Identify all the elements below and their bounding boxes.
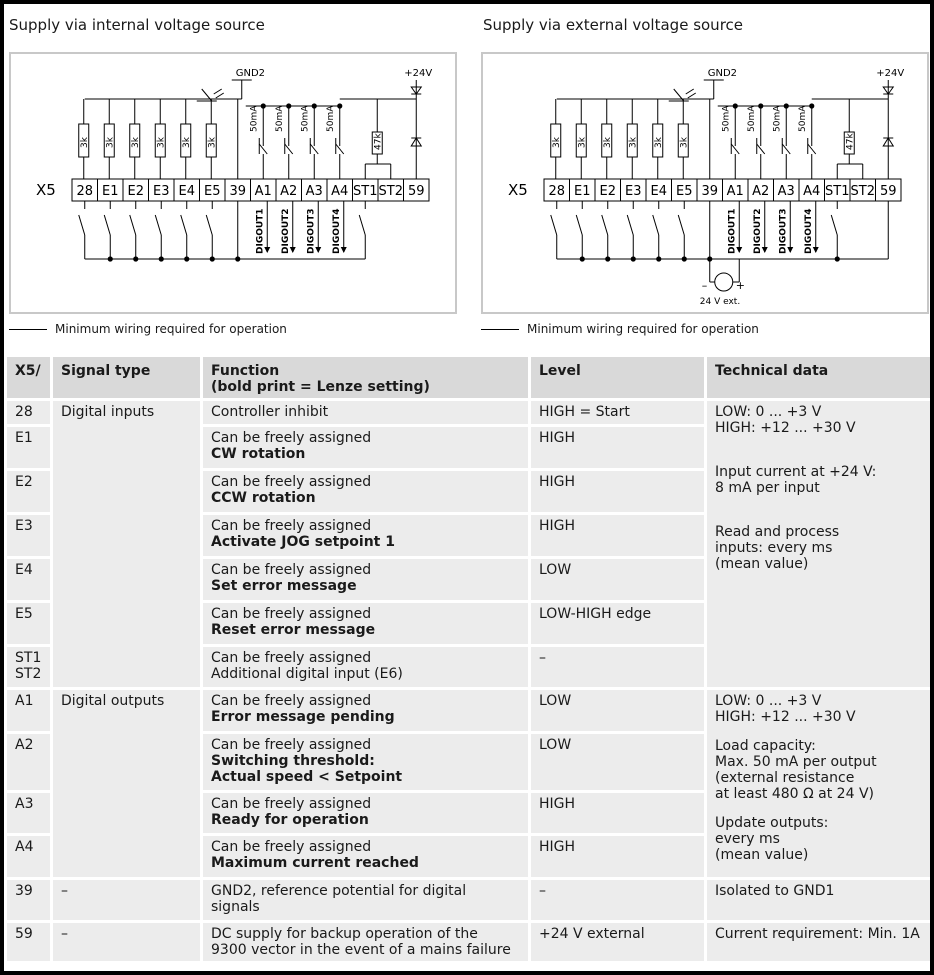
function-text: Can be freely assigned — [211, 650, 372, 666]
cell-function — [202, 689, 530, 733]
tech-line: (mean value) — [715, 556, 809, 572]
cell-function: Controller inhibit — [202, 400, 530, 426]
tech-line: (mean value) — [715, 847, 809, 863]
gnd-label: GND2 — [707, 68, 738, 79]
terminal-label: E2 — [127, 184, 144, 199]
terminal-label: E5 — [204, 184, 221, 199]
terminal-label: 39 — [229, 184, 247, 199]
cell-level: HIGH — [530, 514, 706, 558]
resistor-label: 3k — [156, 137, 167, 148]
cell-x5: E1 — [6, 426, 52, 470]
terminal-label: E2 — [599, 184, 616, 199]
terminal-label: 39 — [701, 184, 719, 199]
opto-icon — [216, 93, 224, 98]
cell-function — [202, 733, 530, 792]
function-text: Can be freely assigned — [211, 430, 372, 446]
tech-line: LOW: 0 ... +3 V — [715, 693, 822, 709]
connector-label: X5 — [508, 181, 528, 199]
current-label: 50mA — [772, 105, 783, 132]
resistor-label: 3k — [679, 137, 690, 148]
right-legend-text: Minimum wiring required for operation — [527, 322, 759, 336]
plus-label: + — [735, 279, 745, 292]
cell-level: HIGH — [530, 426, 706, 470]
opto-icon — [686, 89, 694, 94]
digout-label: DIGOUT3 — [306, 208, 317, 254]
col-header-x5: X5/ — [6, 356, 52, 400]
function-text: DC supply for backup operation of the — [211, 926, 478, 942]
function-text: Can be freely assigned — [211, 562, 372, 578]
cell-function — [202, 602, 530, 646]
cell-signal-inputs: Digital inputs — [52, 400, 202, 689]
cell-function — [202, 646, 530, 689]
function-default: Switching threshold: — [211, 753, 375, 769]
table-row — [6, 400, 931, 426]
tech-line: every ms — [715, 831, 780, 847]
col-header-function-line1: Function — [211, 363, 280, 379]
function-text: signals — [211, 899, 260, 915]
function-text: Can be freely assigned — [211, 693, 372, 709]
ext-source-icon — [715, 273, 733, 291]
internal-wiring-svg — [11, 54, 455, 312]
cell-outputs-tech — [706, 689, 931, 879]
current-label: 50mA — [249, 105, 260, 132]
terminal-label: 28 — [548, 184, 566, 199]
current-label: 50mA — [721, 105, 732, 132]
function-text: Can be freely assigned — [211, 796, 372, 812]
resistor-label: 3k — [130, 137, 141, 148]
cell-level: – — [530, 646, 706, 689]
tech-line: HIGH: +12 ... +30 V — [715, 709, 856, 725]
digout-label: DIGOUT2 — [280, 208, 291, 254]
cell-x5: 59 — [6, 922, 52, 963]
switch-icon — [551, 215, 557, 235]
tech-line: Update outputs: — [715, 815, 829, 831]
cell-tech: Isolated to GND1 — [706, 879, 931, 922]
cell-x5: E3 — [6, 514, 52, 558]
terminal-label: E1 — [102, 184, 119, 199]
terminal-label: A3 — [777, 184, 795, 199]
function-text: Can be freely assigned — [211, 474, 372, 490]
cell-function — [202, 879, 530, 922]
current-label: 50mA — [325, 105, 336, 132]
cell-level: LOW — [530, 733, 706, 792]
resistor-label: 3k — [602, 137, 613, 148]
left-legend-text: Minimum wiring required for operation — [55, 322, 287, 336]
cell-x5: E4 — [6, 558, 52, 602]
cell-function — [202, 792, 530, 835]
connector-label: X5 — [36, 181, 56, 199]
right-section-title: Supply via external voltage source — [483, 16, 744, 34]
tech-line: at least 480 Ω at 24 V) — [715, 786, 874, 802]
terminal-label: A1 — [726, 184, 744, 199]
internal-supply-diagram — [9, 52, 457, 314]
cell-x5 — [6, 646, 52, 689]
function-text: Can be freely assigned — [211, 737, 372, 753]
cell-function — [202, 514, 530, 558]
tech-line: Max. 50 mA per output — [715, 754, 877, 770]
switch-icon — [653, 215, 659, 235]
switch-icon — [206, 215, 212, 235]
digout-label: DIGOUT1 — [727, 208, 738, 254]
junction-dot — [235, 256, 240, 261]
terminal-label: 59 — [407, 184, 425, 199]
terminal-label: 59 — [879, 184, 897, 199]
table-row — [6, 689, 931, 733]
right-legend — [481, 322, 759, 336]
function-default: CW rotation — [211, 446, 306, 462]
opto-icon — [214, 89, 222, 94]
table-row — [6, 879, 931, 922]
resistor-label: 3k — [653, 137, 664, 148]
switch-icon — [831, 215, 837, 235]
resistor-label: 3k — [105, 137, 116, 148]
resistor-label: 3k — [79, 137, 90, 148]
cell-signal-outputs: Digital outputs — [52, 689, 202, 879]
tech-line: Read and process — [715, 524, 840, 540]
document-page — [4, 4, 930, 971]
switch-icon — [104, 215, 110, 235]
cell-level: LOW — [530, 689, 706, 733]
terminal-label: E3 — [625, 184, 642, 199]
function-text: 9300 vector in the event of a mains failure — [211, 942, 511, 958]
col-header-function — [202, 356, 530, 400]
terminal-label: E5 — [676, 184, 693, 199]
function-default: Ready for operation — [211, 812, 369, 828]
cell-x5: A3 — [6, 792, 52, 835]
cell-level: HIGH — [530, 470, 706, 514]
legend-line-icon — [481, 329, 519, 330]
switch-icon — [181, 215, 187, 235]
cell-function — [202, 835, 530, 879]
cell-level: LOW — [530, 558, 706, 602]
switch-icon — [678, 215, 684, 235]
digout-label: DIGOUT3 — [778, 208, 789, 254]
minus-label: – — [701, 279, 708, 292]
terminal-label: A2 — [752, 184, 770, 199]
function-default: Actual speed < Setpoint — [211, 769, 403, 785]
table-row — [6, 922, 931, 963]
function-text: Can be freely assigned — [211, 839, 372, 855]
function-text: Additional digital input (E6) — [211, 666, 403, 682]
tech-line: Load capacity: — [715, 738, 816, 754]
tech-line: HIGH: +12 ... +30 V — [715, 420, 856, 436]
col-header-level: Level — [530, 356, 706, 400]
function-text: Can be freely assigned — [211, 606, 372, 622]
cell-level: – — [530, 879, 706, 922]
function-text: Can be freely assigned — [211, 518, 372, 534]
col-header-tech: Technical data — [706, 356, 931, 400]
tech-line: LOW: 0 ... +3 V — [715, 404, 822, 420]
terminal-label: E4 — [650, 184, 667, 199]
digout-label: DIGOUT1 — [255, 208, 266, 254]
terminal-label: A2 — [280, 184, 298, 199]
resistor-label: 3k — [551, 137, 562, 148]
function-default: Maximum current reached — [211, 855, 419, 871]
cell-x5: A1 — [6, 689, 52, 733]
cell-level: HIGH = Start — [530, 400, 706, 426]
legend-line-icon — [9, 329, 47, 330]
function-text: GND2, reference potential for digital — [211, 883, 467, 899]
switch-icon — [576, 215, 582, 235]
cell-function — [202, 922, 530, 963]
digout-label: DIGOUT4 — [331, 208, 342, 254]
cell-x5: 28 — [6, 400, 52, 426]
left-section-title: Supply via internal voltage source — [9, 16, 265, 34]
terminal-table — [4, 354, 930, 964]
left-legend — [9, 322, 287, 336]
switch-icon — [602, 215, 608, 235]
x5-line: ST1 — [15, 650, 42, 666]
opto-icon — [688, 93, 696, 98]
tech-line: inputs: every ms — [715, 540, 833, 556]
cell-signal: – — [52, 922, 202, 963]
terminal-label: A3 — [305, 184, 323, 199]
resistor-label: 3k — [181, 137, 192, 148]
terminal-label: 28 — [76, 184, 94, 199]
switch-icon — [627, 215, 633, 235]
current-label: 50mA — [274, 105, 285, 132]
cell-inputs-tech — [706, 400, 931, 689]
cell-function — [202, 558, 530, 602]
current-label: 50mA — [746, 105, 757, 132]
terminal-label: A1 — [254, 184, 272, 199]
cell-function — [202, 470, 530, 514]
x5-line: ST2 — [15, 666, 42, 682]
gnd-label: GND2 — [235, 68, 266, 79]
cell-level: LOW-HIGH edge — [530, 602, 706, 646]
terminal-label: ST2 — [850, 184, 875, 199]
table-header-row — [6, 356, 931, 400]
ext-label: 24 V ext. — [699, 297, 741, 307]
external-wiring-svg — [483, 54, 927, 312]
cell-function — [202, 426, 530, 470]
function-default: Activate JOG setpoint 1 — [211, 534, 395, 550]
cell-signal: – — [52, 879, 202, 922]
terminal-label: ST1 — [353, 184, 378, 199]
terminal-label: E3 — [153, 184, 170, 199]
resistor-label: 3k — [577, 137, 588, 148]
current-label: 50mA — [300, 105, 311, 132]
cell-level: HIGH — [530, 792, 706, 835]
tech-line: Input current at +24 V: — [715, 464, 877, 480]
function-default: Set error message — [211, 578, 357, 594]
switch-icon — [359, 215, 365, 235]
cell-x5: A2 — [6, 733, 52, 792]
current-label: 50mA — [797, 105, 808, 132]
terminal-label: A4 — [331, 184, 349, 199]
terminal-label: A4 — [803, 184, 821, 199]
switch-icon — [130, 215, 136, 235]
cell-x5: 39 — [6, 879, 52, 922]
supply-label: +24V — [404, 68, 433, 79]
col-header-signal: Signal type — [52, 356, 202, 400]
terminal-label: ST2 — [378, 184, 403, 199]
cell-tech: Current requirement: Min. 1A — [706, 922, 931, 963]
switch-icon — [79, 215, 85, 235]
resistor-label: 47k — [845, 133, 856, 150]
terminal-label: E1 — [574, 184, 591, 199]
terminal-label: ST1 — [825, 184, 850, 199]
resistor-label: 3k — [207, 137, 218, 148]
resistor-label: 3k — [628, 137, 639, 148]
cell-level: HIGH — [530, 835, 706, 879]
cell-x5: E2 — [6, 470, 52, 514]
external-supply-diagram — [481, 52, 929, 314]
cell-x5: E5 — [6, 602, 52, 646]
digout-label: DIGOUT4 — [803, 208, 814, 254]
digout-label: DIGOUT2 — [752, 208, 763, 254]
function-default: Reset error message — [211, 622, 376, 638]
cell-level: +24 V external — [530, 922, 706, 963]
terminal-label: E4 — [178, 184, 195, 199]
function-default: CCW rotation — [211, 490, 316, 506]
tech-line: (external resistance — [715, 770, 855, 786]
resistor-label: 47k — [373, 133, 384, 150]
switch-icon — [155, 215, 161, 235]
cell-x5: A4 — [6, 835, 52, 879]
tech-line: 8 mA per input — [715, 480, 820, 496]
function-default: Error message pending — [211, 709, 395, 725]
supply-label: +24V — [876, 68, 905, 79]
col-header-function-line2: (bold print = Lenze setting) — [211, 379, 430, 395]
